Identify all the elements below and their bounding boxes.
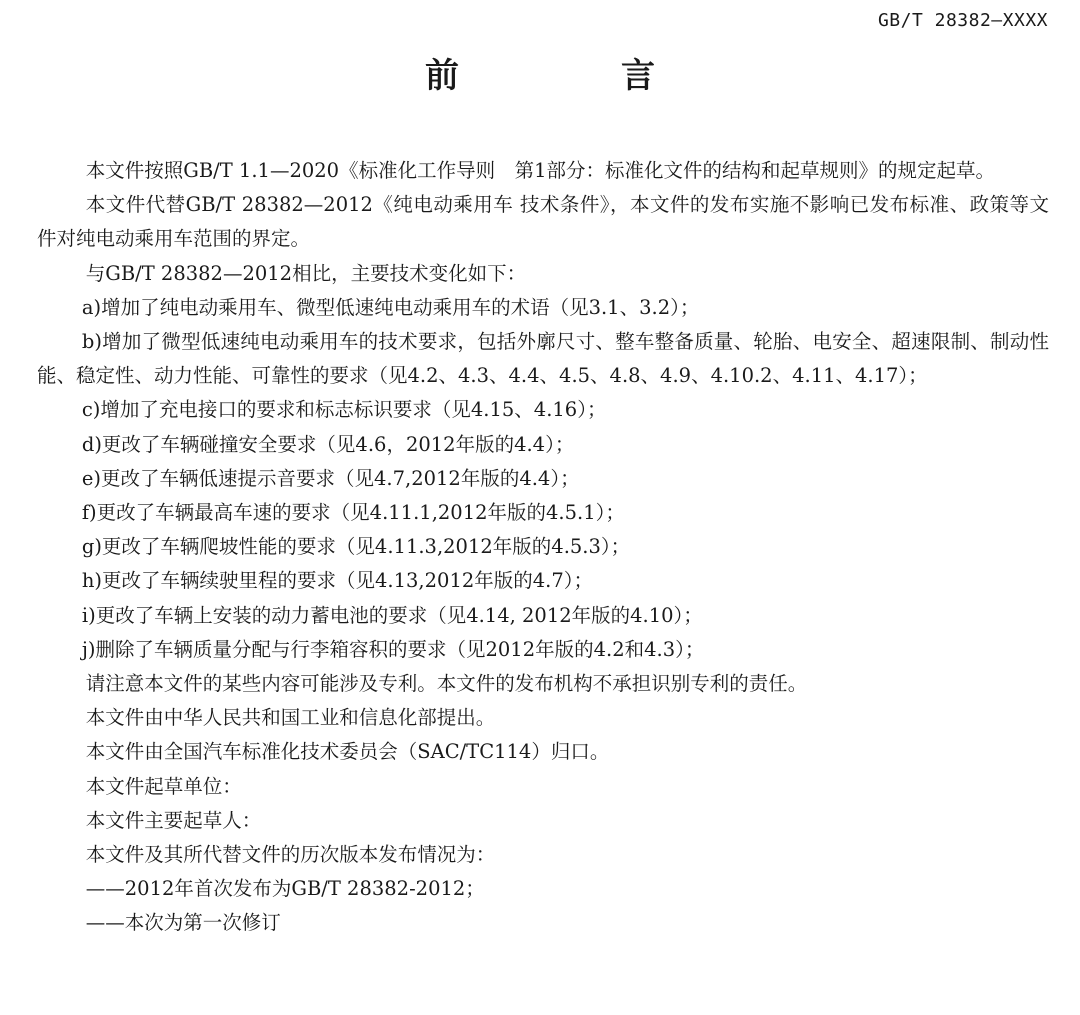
paragraph-version-history: 本文件及其所代替文件的历次版本发布情况为： — [85, 843, 496, 867]
change-item-c: c)增加了充电接口的要求和标志标识要求（见4.15、4.16）； — [81, 398, 607, 422]
paragraph-drafting-units: 本文件起草单位： — [85, 774, 242, 798]
history-item-current: ——本次为第一次修订 — [85, 911, 281, 935]
change-item-a: a)增加了纯电动乘用车、微型低速纯电动乘用车的术语（见3.1、3.2）； — [81, 295, 700, 319]
change-item-i: i)更改了车辆上安装的动力蓄电池的要求（见4.14, 2012年版的4.10）； — [81, 603, 703, 627]
paragraph-patent-notice: 请注意本文件的某些内容可能涉及专利。本文件的发布机构不承担识别专利的责任。 — [85, 672, 808, 696]
change-item-d: d)更改了车辆碰撞安全要求（见4.6，2012年版的4.4）； — [81, 432, 575, 456]
change-item-b: b)增加了微型低速纯电动乘用车的技术要求，包括外廓尺寸、整车整备质量、轮胎、电安全、超速限制、制动性能、稳定性、动力性能、可靠性的要求（见4.2、4.3、4.4、4.5、4.8、4.9、4.10.2、4.11、4.17）； — [37, 330, 1049, 388]
paragraph-technical-committee: 本文件由全国汽车标准化技术委员会（SAC/TC114）归口。 — [85, 740, 610, 764]
paragraph-replaces: 本文件代替GB/T 28382—2012《纯电动乘用车 技术条件》，本文件的发布实施不影响已发布标准、政策等文件对纯电动乘用车范围的界定。 — [37, 193, 1049, 251]
change-item-g: g)更改了车辆爬坡性能的要求（见4.11.3,2012年版的4.5.3）； — [81, 535, 631, 559]
history-item-2012: ——2012年首次发布为GB/T 28382-2012； — [85, 877, 485, 901]
paragraph-changes-intro: 与GB/T 28382—2012相比，主要技术变化如下： — [85, 261, 527, 285]
change-item-h: h)更改了车辆续驶里程的要求（见4.13,2012年版的4.7）； — [81, 569, 594, 593]
standard-code: GB/T 28382—XXXX — [877, 10, 1048, 31]
paragraph-drafting-rules: 本文件按照GB/T 1.1—2020《标准化工作导则 第1部分：标准化文件的结构和起草规则》的规定起草。 — [85, 159, 995, 182]
change-item-e: e)更改了车辆低速提示音要求（见4.7,2012年版的4.4）； — [81, 466, 580, 490]
paragraph-drafters: 本文件主要起草人： — [85, 808, 262, 832]
page-title: 前 言 — [425, 56, 719, 96]
foreword-body — [37, 154, 1049, 941]
change-item-j: j)删除了车辆质量分配与行李箱容积的要求（见2012年版的4.2和4.3）； — [81, 637, 705, 661]
paragraph-proposer: 本文件由中华人民共和国工业和信息化部提出。 — [85, 706, 496, 730]
change-item-f: f)更改了车辆最高车速的要求（见4.11.1,2012年版的4.5.1）； — [81, 501, 625, 525]
